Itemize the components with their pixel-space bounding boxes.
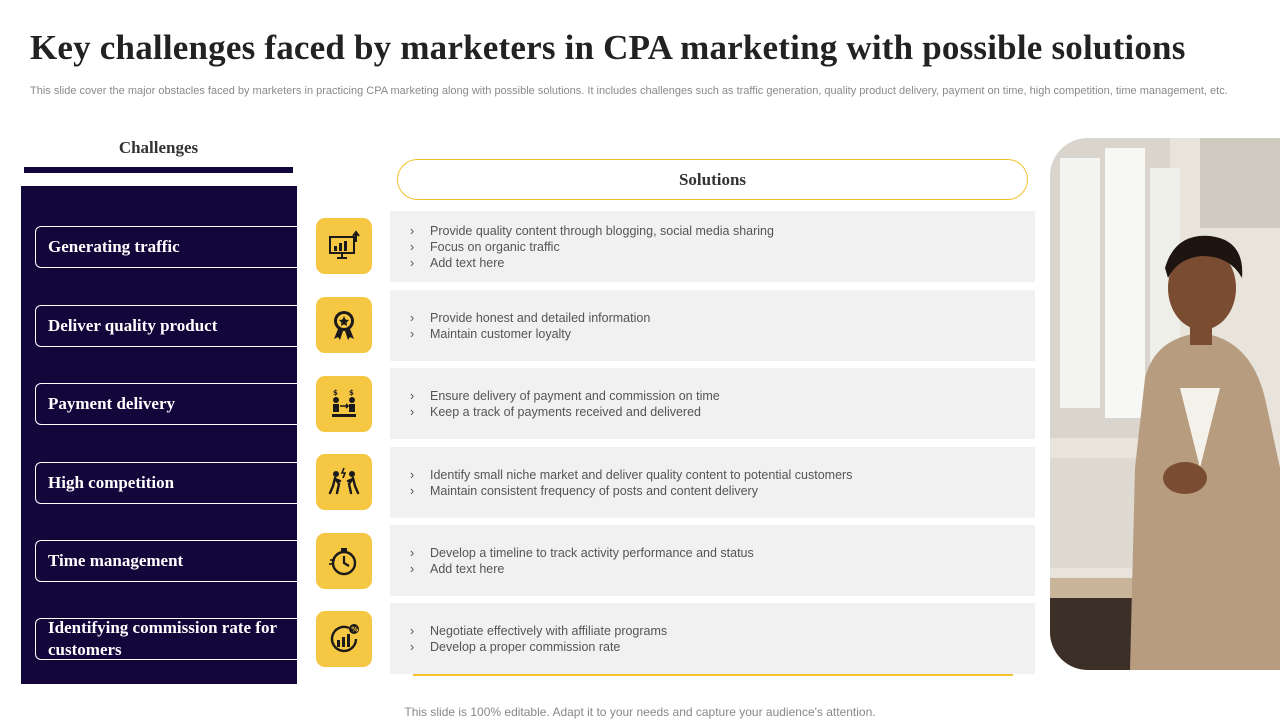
challenge-deliver-quality-product: Deliver quality product [35, 305, 297, 347]
solutions-bottom-rule [413, 674, 1013, 676]
slide-footer: This slide is 100% editable. Adapt it to your needs and capture your audience's attention. [404, 705, 876, 719]
solution-box-payment [390, 368, 1035, 439]
svg-text:$: $ [333, 389, 338, 397]
solution-item: › Maintain consistent frequency of posts and content delivery [410, 483, 758, 498]
commission-rate-icon [316, 611, 372, 667]
traffic-chart-icon [316, 218, 372, 274]
solution-box-quality [390, 290, 1035, 361]
solution-item: › Ensure delivery of payment and commission on time [410, 388, 720, 403]
challenge-payment-delivery: Payment delivery [35, 383, 297, 425]
solution-item: › Provide quality content through blogging, social media sharing [410, 223, 774, 238]
solution-item: › Keep a track of payments received and delivered [410, 404, 701, 419]
challenge-high-competition: High competition [35, 462, 297, 504]
competition-icon [316, 454, 372, 510]
quality-badge-icon [316, 297, 372, 353]
svg-text:%: % [351, 625, 359, 634]
solution-item: › Develop a proper commission rate [410, 639, 621, 654]
solutions-header: Solutions [397, 159, 1028, 200]
solution-item: › Provide honest and detailed information [410, 310, 651, 325]
slide-subtitle: This slide cover the major obstacles faced by marketers in practicing CPA marketing along with possible solutions. It includes challenges such as traffic generation, quality product delivery, payment on time, high competition, time management, etc. [30, 85, 1228, 97]
solution-item: › Negotiate effectively with affiliate programs [410, 623, 668, 638]
solution-item: › Identify small niche market and deliver quality content to potential customers [410, 467, 853, 482]
challenge-time-management: Time management [35, 540, 297, 582]
challenges-header: Challenges [118, 138, 199, 157]
slide-title: Key challenges faced by marketers in CPA marketing with possible solutions [30, 28, 1186, 67]
solution-box-time [390, 525, 1035, 596]
businesswoman-photo [1050, 138, 1280, 670]
solution-item: › Maintain customer loyalty [410, 326, 572, 341]
challenge-commission-rate: Identifying commission rate for customers [35, 618, 297, 660]
challenge-generating-traffic: Generating traffic [35, 226, 297, 268]
solution-item: › Add text here [410, 255, 505, 270]
solution-box-competition [390, 447, 1035, 518]
challenges-underline [24, 167, 293, 173]
solution-item: › Focus on organic traffic [410, 239, 560, 254]
payment-exchange-icon [316, 376, 372, 432]
solution-box-commission [390, 603, 1035, 674]
svg-text:$: $ [349, 389, 354, 397]
stopwatch-icon [316, 533, 372, 589]
solution-item: › Add text here [410, 561, 505, 576]
solution-item: › Develop a timeline to track activity performance and status [410, 545, 754, 560]
solution-box-traffic [390, 211, 1035, 282]
